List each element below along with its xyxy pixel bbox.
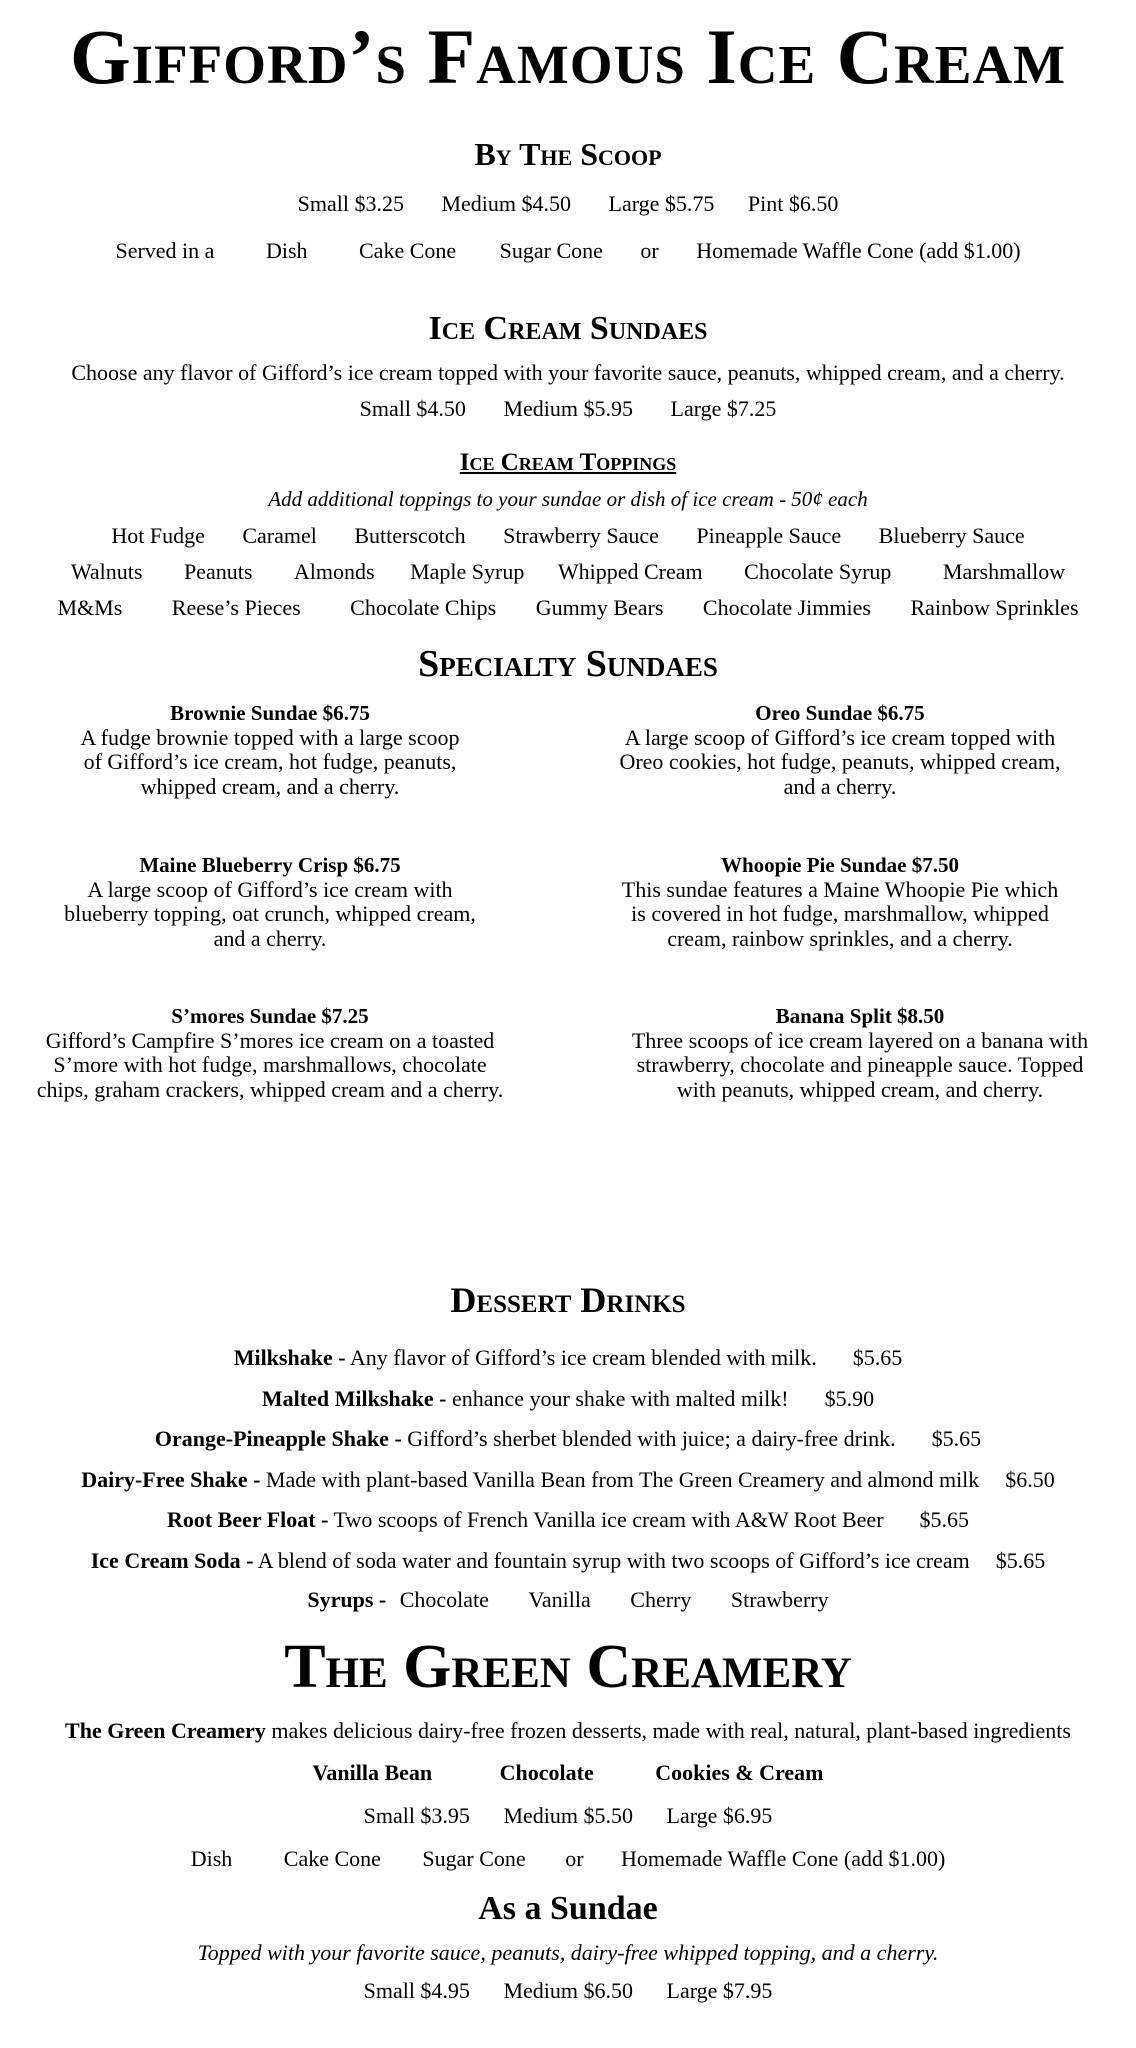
specialty-item-title: Oreo Sundae $6.75 bbox=[755, 701, 925, 725]
scoop-sizes bbox=[0, 191, 1136, 217]
size-item: Medium $5.50 bbox=[503, 1803, 633, 1828]
specialty-item-line: and a cherry. bbox=[213, 925, 327, 951]
specialty-item-line: is covered in hot fudge, marshmallow, whipped bbox=[631, 901, 1049, 927]
topping-item: Maple Syrup bbox=[410, 559, 525, 584]
drink-item bbox=[0, 1426, 1136, 1452]
drink-price: $5.90 bbox=[824, 1386, 875, 1411]
toppings-note: Add additional toppings to your sundae or dish of ice cream - 50¢ each bbox=[268, 487, 868, 511]
flavor-item: Vanilla Bean bbox=[312, 1760, 433, 1785]
drink-item bbox=[0, 1386, 1136, 1412]
topping-item: Rainbow Sprinkles bbox=[910, 595, 1079, 620]
topping-item: Walnuts bbox=[70, 559, 143, 584]
specialty-item-title: Banana Split $8.50 bbox=[775, 1004, 945, 1028]
green-creamery-intro-bold: The Green Creamery bbox=[65, 1718, 266, 1743]
drink-name: Malted Milkshake - bbox=[261, 1386, 447, 1411]
served-label: Served in a bbox=[115, 238, 215, 263]
topping-item: Pineapple Sauce bbox=[696, 523, 842, 548]
drinks-heading: Dessert Drinks bbox=[450, 1280, 686, 1320]
scoop-size: Small $3.25 bbox=[297, 191, 404, 216]
green-creamery-intro-text: makes delicious dairy-free frozen desserts, made with real, natural, plant-based ingredients bbox=[265, 1718, 1071, 1743]
specialty-heading: Specialty Sundaes bbox=[418, 643, 718, 685]
toppings-row-2 bbox=[0, 559, 1136, 585]
specialty-item-line: whipped cream, and a cherry. bbox=[140, 773, 400, 799]
specialty-item-title: Whoopie Pie Sundae $7.50 bbox=[720, 853, 960, 877]
served-option: Homemade Waffle Cone (add $1.00) bbox=[696, 238, 1021, 263]
topping-item: Hot Fudge bbox=[111, 523, 205, 548]
topping-item: Strawberry Sauce bbox=[503, 523, 659, 548]
green-creamery-sizes bbox=[0, 1803, 1136, 1829]
specialty-item-line: blueberry topping, oat crunch, whipped cream, bbox=[64, 901, 476, 927]
green-creamery-served bbox=[0, 1846, 1136, 1872]
drink-desc: Any flavor of Gifford’s ice cream blended with milk. bbox=[345, 1345, 817, 1370]
by-the-scoop-heading: By The Scoop bbox=[474, 136, 662, 172]
syrups-label: Syrups - bbox=[307, 1587, 387, 1612]
syrups-line bbox=[0, 1587, 1136, 1613]
size-item: Small $3.95 bbox=[363, 1803, 470, 1828]
specialty-item-line: A fudge brownie topped with a large scoop bbox=[80, 724, 460, 750]
served-option: Dish bbox=[190, 1846, 233, 1871]
as-a-sundae-sizes bbox=[0, 1978, 1136, 2004]
specialty-item-line: cream, rainbow sprinkles, and a cherry. bbox=[667, 925, 1013, 951]
specialty-item bbox=[590, 702, 1090, 799]
specialty-item bbox=[20, 702, 520, 799]
syrup-item: Strawberry bbox=[730, 1587, 829, 1612]
topping-item: Marshmallow bbox=[942, 559, 1066, 584]
served-or: or bbox=[565, 1846, 584, 1871]
drink-desc: A blend of soda water and fountain syrup with two scoops of Gifford’s ice cream bbox=[253, 1548, 970, 1573]
size-item: Large $6.95 bbox=[666, 1803, 773, 1828]
syrup-item: Chocolate bbox=[399, 1587, 489, 1612]
specialty-item-line: A large scoop of Gifford’s ice cream with bbox=[87, 876, 453, 902]
scoop-size: Pint $6.50 bbox=[747, 191, 839, 216]
syrup-item: Cherry bbox=[630, 1587, 692, 1612]
specialty-item-line: and a cherry. bbox=[783, 773, 897, 799]
specialty-item bbox=[20, 854, 520, 951]
drink-desc: Two scoops of French Vanilla ice cream with A&W Root Beer bbox=[328, 1507, 884, 1532]
served-option: Dish bbox=[265, 238, 308, 263]
scoop-served bbox=[0, 238, 1136, 264]
specialty-item-line: Three scoops of ice cream layered on a banana with bbox=[631, 1027, 1089, 1053]
specialty-item-line: Oreo cookies, hot fudge, peanuts, whipped cream, bbox=[619, 749, 1061, 775]
specialty-item-line: Gifford’s Campfire S’mores ice cream on a toasted bbox=[45, 1027, 495, 1053]
drink-name: Orange-Pineapple Shake - bbox=[154, 1426, 402, 1451]
drink-item bbox=[0, 1548, 1136, 1574]
as-a-sundae-note: Topped with your favorite sauce, peanuts, dairy-free whipped topping, and a cherry. bbox=[197, 1940, 939, 1965]
drink-name: Ice Cream Soda - bbox=[90, 1548, 254, 1573]
topping-item: Blueberry Sauce bbox=[878, 523, 1025, 548]
drink-item bbox=[0, 1507, 1136, 1533]
scoop-size: Medium $4.50 bbox=[441, 191, 572, 216]
size-item: Large $7.95 bbox=[666, 1978, 773, 2003]
flavor-item: Chocolate bbox=[499, 1760, 594, 1785]
specialty-item-line: A large scoop of Gifford’s ice cream topped with bbox=[624, 724, 1056, 750]
served-option: Cake Cone bbox=[359, 238, 457, 263]
drink-price: $5.65 bbox=[852, 1345, 903, 1370]
scoop-size: Large $5.75 bbox=[608, 191, 715, 216]
topping-item: Almonds bbox=[293, 559, 375, 584]
served-option: Homemade Waffle Cone (add $1.00) bbox=[621, 1846, 946, 1871]
topping-item: Whipped Cream bbox=[557, 559, 703, 584]
specialty-item-title: S’mores Sundae $7.25 bbox=[171, 1004, 369, 1028]
drink-desc: Gifford’s sherbet blended with juice; a dairy-free drink. bbox=[401, 1426, 896, 1451]
specialty-item-title: Brownie Sundae $6.75 bbox=[170, 701, 370, 725]
sundae-size: Medium $5.95 bbox=[503, 396, 633, 421]
sundae-size: Large $7.25 bbox=[670, 396, 777, 421]
drink-item bbox=[0, 1467, 1136, 1493]
topping-item: Caramel bbox=[242, 523, 317, 548]
topping-item: Chocolate Syrup bbox=[744, 559, 892, 584]
size-item: Medium $6.50 bbox=[503, 1978, 633, 2003]
drink-desc: Made with plant-based Vanilla Bean from The Green Creamery and almond milk bbox=[260, 1467, 980, 1492]
specialty-item bbox=[590, 854, 1090, 951]
served-option: Sugar Cone bbox=[422, 1846, 526, 1871]
toppings-heading: Ice Cream Toppings bbox=[459, 449, 677, 476]
topping-item: Gummy Bears bbox=[535, 595, 664, 620]
flavor-item: Cookies & Cream bbox=[655, 1760, 824, 1785]
sundae-sizes bbox=[0, 396, 1136, 422]
drink-desc: enhance your shake with malted milk! bbox=[446, 1386, 789, 1411]
drink-price: $6.50 bbox=[1005, 1467, 1055, 1492]
specialty-item-line: This sundae features a Maine Whoopie Pie which bbox=[621, 876, 1059, 902]
specialty-item-line: with peanuts, whipped cream, and cherry. bbox=[676, 1076, 1044, 1102]
drink-name: Milkshake - bbox=[233, 1345, 346, 1370]
as-a-sundae-heading: As a Sundae bbox=[478, 1890, 658, 1927]
drink-price: $5.65 bbox=[931, 1426, 982, 1451]
drink-item bbox=[0, 1345, 1136, 1371]
toppings-row-1 bbox=[0, 523, 1136, 549]
served-option: Cake Cone bbox=[283, 1846, 381, 1871]
specialty-item-line: S’more with hot fudge, marshmallows, chocolate bbox=[53, 1052, 487, 1078]
drink-name: Root Beer Float - bbox=[166, 1507, 329, 1532]
topping-item: Butterscotch bbox=[354, 523, 466, 548]
page-title: Gifford’s Famous Ice Cream bbox=[69, 13, 1067, 100]
sundaes-description: Choose any flavor of Gifford’s ice cream topped with your favorite sauce, peanuts, whipped cream, and a cherry. bbox=[71, 360, 1065, 385]
sundae-size: Small $4.50 bbox=[359, 396, 466, 421]
green-creamery-flavors bbox=[0, 1760, 1136, 1786]
sundaes-heading: Ice Cream Sundaes bbox=[428, 310, 708, 347]
specialty-item bbox=[20, 1005, 520, 1102]
size-item: Small $4.95 bbox=[363, 1978, 470, 2003]
topping-item: Chocolate Jimmies bbox=[702, 595, 871, 620]
green-creamery-intro bbox=[0, 1718, 1136, 1744]
drink-price: $5.65 bbox=[919, 1507, 970, 1532]
served-or: or bbox=[640, 238, 659, 263]
specialty-item-title: Maine Blueberry Crisp $6.75 bbox=[139, 853, 401, 877]
specialty-item-line: chips, graham crackers, whipped cream and a cherry. bbox=[36, 1076, 504, 1102]
toppings-row-3 bbox=[0, 595, 1136, 621]
topping-item: Peanuts bbox=[183, 559, 253, 584]
drink-price: $5.65 bbox=[995, 1548, 1046, 1573]
green-creamery-heading: The Green Creamery bbox=[284, 1633, 852, 1701]
specialty-item-line: strawberry, chocolate and pineapple sauce. Topped bbox=[636, 1052, 1084, 1078]
topping-item: M&Ms bbox=[57, 595, 123, 620]
served-option: Sugar Cone bbox=[499, 238, 603, 263]
specialty-item-line: of Gifford’s ice cream, hot fudge, peanuts, bbox=[83, 749, 457, 775]
specialty-item bbox=[610, 1005, 1110, 1102]
topping-item: Chocolate Chips bbox=[350, 595, 497, 620]
topping-item: Reese’s Pieces bbox=[171, 595, 301, 620]
syrup-item: Vanilla bbox=[528, 1587, 591, 1612]
drink-name: Dairy-Free Shake - bbox=[81, 1467, 261, 1492]
